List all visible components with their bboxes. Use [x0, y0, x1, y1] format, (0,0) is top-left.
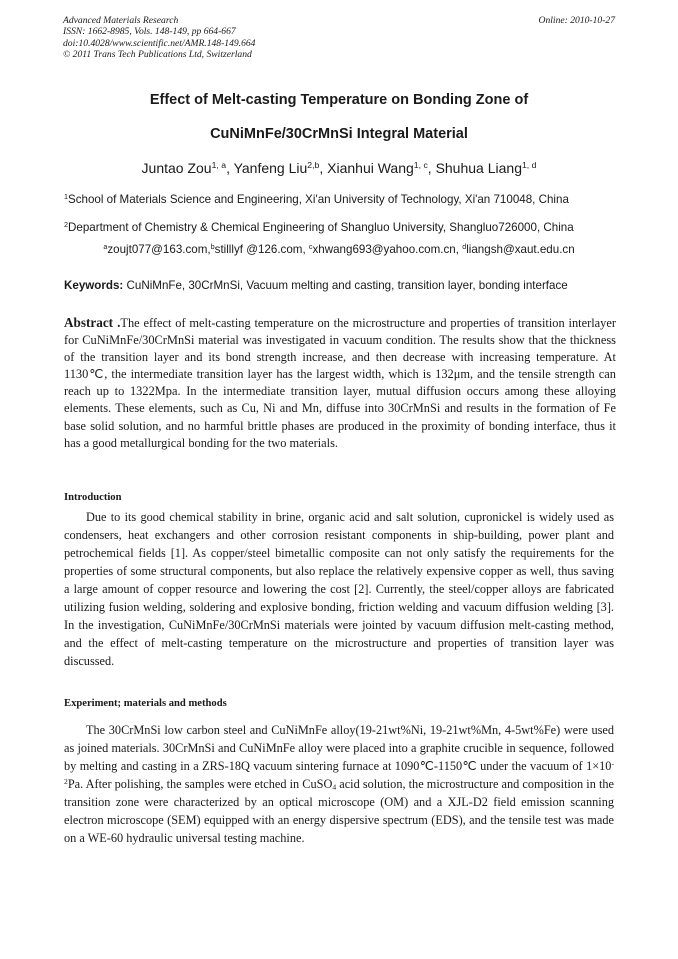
abstract [64, 314, 616, 452]
section-heading-introduction: Introduction [64, 492, 122, 503]
author: Juntao Zou$^{1, a}$, [141, 160, 234, 176]
author: Shuhua Liang$^{1, d}$ [435, 160, 537, 176]
affiliation-1: $^1$School of Materials Science and Engineering, Xi'an University of Technology, Xi'an 710048, China [64, 192, 569, 206]
keywords-text: CuNiMnFe, 30CrMnSi, Vacuum melting and casting, transition layer, bonding interface [126, 279, 568, 292]
email-link[interactable]: $^d$liangsh@xaut.edu.cn [462, 242, 575, 256]
keywords [64, 279, 624, 292]
experiment-paragraph: The 30CrMnSi low carbon steel and CuNiMnFe alloy(19-21wt%Ni, 19-21wt%Mn, 4-5wt%Fe) were used as joined materials. 30CrMnSi and CuNiMnFe alloy were placed into a graphite crucible in sequence, followed by melting and casting in a ZRS-18Q vacuum sintering furnace at 1090℃-1150℃ under the vacuum of $1\times 10^{-2}Pa$. After polishing, the samples were etched in CuSO$_4$ acid solution, the microstructure and composition in the transition zone were characterized by an optical microscope (OM) and a XJL-D2 field emission scanning electron microscope (SEM) equipped with an energy dispersive spectrum (EDS), and the tensile test was made on a WE-60 hydraulic universal testing machine. [64, 723, 614, 845]
affiliation-2: $^2$Department of Chemistry & Chemical Engineering of Shangluo University, Shangluo726000, China [64, 220, 574, 234]
journal-name: Advanced Materials Research [63, 15, 179, 26]
paper-title-line-1: Effect of Melt-casting Temperature on Bonding Zone of [149, 92, 529, 108]
section-heading-experiment: Experiment; materials and methods [64, 698, 227, 709]
journal-copyright: © 2011 Trans Tech Publications Ltd, Switzerland [63, 48, 252, 60]
online-date: Online: 2010-10-27 [538, 15, 615, 26]
author: Xianhui Wang$^{1, c}$, [327, 160, 436, 176]
journal-header [63, 15, 623, 60]
journal-issn: ISSN: 1662-8985, Vols. 148-149, pp 664-667 [63, 26, 236, 38]
email-link[interactable]: $^a$zoujt077@163.com [103, 242, 208, 256]
author: Yanfeng Liu$^{2,b}$, [233, 160, 328, 176]
journal-doi[interactable]: doi:10.4028/www.scientific.net/AMR.148-149.664 [63, 37, 256, 49]
keywords-label: Keywords: [64, 279, 124, 292]
author-list [0, 160, 678, 176]
author-emails: $^a$zoujt077@163.com,$^b$stilllyf @126.com, $^c$xhwang693@yahoo.com.cn, $^d$liangsh@xaut.edu.cn [103, 242, 575, 256]
abstract-label: Abstract . [64, 315, 121, 330]
email-link[interactable]: $^c$xhwang693@yahoo.com.cn [308, 242, 456, 256]
paper-title-line-2: CuNiMnFe/30CrMnSi Integral Material [210, 126, 468, 142]
introduction-paragraph: Due to its good chemical stability in brine, organic acid and salt solution, cupronickel is widely used as condensers, heat exchangers and other corrosion resistant components in ship-building, power plant and petrochemical fields [1]. As copper/steel bimetallic composite can not only satisfy the requirements for the properties of some structural components, but also replace the relatively expensive copper as well, thus saving a large amount of copper resource and lowering the cost [2]. Currently, the steel/copper alloys are fabricated utilizing fusion welding, soldering and explosive bonding, friction welding and vacuum diffusion welding [3]. In the investigation, CuNiMnFe/30CrMnSi materials were jointed by vacuum diffusion melt-casting method, and the effect of melt-casting temperature on the microstructure and properties of transition layer was discussed. [64, 510, 614, 668]
abstract-text: The effect of melt-casting temperature on the microstructure and properties of transition interlayer for CuNiMnFe/30CrMnSi material was investigated in vacuum condition. The results show that the thickness of the transition layer and its bond strength increase, and then decrease with increasing temperature. At 1130℃, the intermediate transition layer has the largest width, which is 132μm, and the tensile strength can reach up to 1322Mpa. In the intermediate transition layer, mutual diffusion occurs among these alloying elements. These elements, such as Cu, Ni and Mn, diffuse into 30CrMnSi and results in the formation of Fe base solid solution, and no harmful brittle phases are produced in the proximity of bonding interface, thus it has a good metallurgical bonding for the two materials. [64, 316, 616, 450]
email-link[interactable]: $^b$stilllyf @126.com [210, 242, 303, 256]
